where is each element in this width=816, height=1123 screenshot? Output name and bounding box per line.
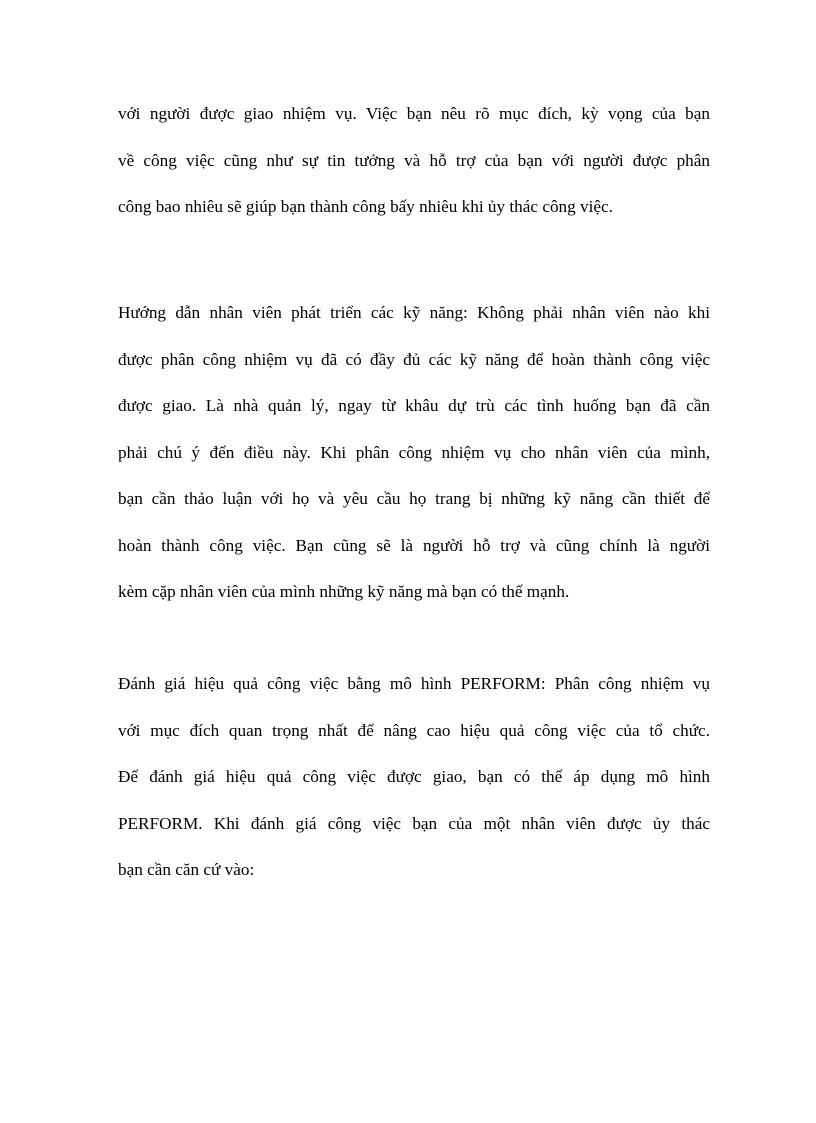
paragraph-line: với người được giao nhiệm vụ. Việc bạn nêu rõ mục đích, kỳ vọng của bạn xyxy=(118,104,710,123)
paragraph-line: Đánh giá hiệu quả công việc bằng mô hình PERFORM: Phân công nhiệm vụ xyxy=(118,674,710,693)
paragraph-line: công bao nhiêu sẽ giúp bạn thành công bấy nhiêu khi ủy thác công việc. xyxy=(118,197,613,216)
paragraph-line: kèm cặp nhân viên của mình những kỹ năng mà bạn có thế mạnh. xyxy=(118,582,570,601)
document-page xyxy=(118,0,710,1123)
paragraph-line: được phân công nhiệm vụ đã có đầy đủ các kỹ năng để hoàn thành công việc xyxy=(118,349,710,369)
paragraph-delegation-clarity xyxy=(118,91,710,231)
paragraph-line: hoàn thành công việc. Bạn cũng sẽ là người hỗ trợ và cũng chính là người xyxy=(118,535,710,555)
paragraph-line: phải chú ý đến điều này. Khi phân công nhiệm vụ cho nhân viên của mình, xyxy=(118,442,710,462)
paragraph-perform-model xyxy=(118,661,710,894)
paragraph-line: Hướng dẫn nhân viên phát triển các kỹ năng: Không phải nhân viên nào khi xyxy=(118,303,710,322)
paragraph-line: Để đánh giá hiệu quả công việc được giao, bạn có thể áp dụng mô hình xyxy=(118,767,710,786)
paragraph-line: với mục đích quan trọng nhất để nâng cao hiệu quả công việc của tổ chức. xyxy=(118,720,710,740)
paragraph-line: bạn cần thảo luận với họ và yêu cầu họ trang bị những kỹ năng cần thiết để xyxy=(118,489,710,508)
paragraph-line: bạn cần căn cứ vào: xyxy=(118,860,255,879)
paragraph-line: PERFORM. Khi đánh giá công việc bạn của một nhân viên được ủy thác xyxy=(118,813,710,833)
paragraph-line: về công việc cũng như sự tin tưởng và hỗ trợ của bạn với người được phân xyxy=(118,150,710,170)
paragraph-line: được giao. Là nhà quản lý, ngay từ khâu dự trù các tình huống bạn đã cần xyxy=(118,396,710,415)
paragraph-skill-development xyxy=(118,290,710,616)
